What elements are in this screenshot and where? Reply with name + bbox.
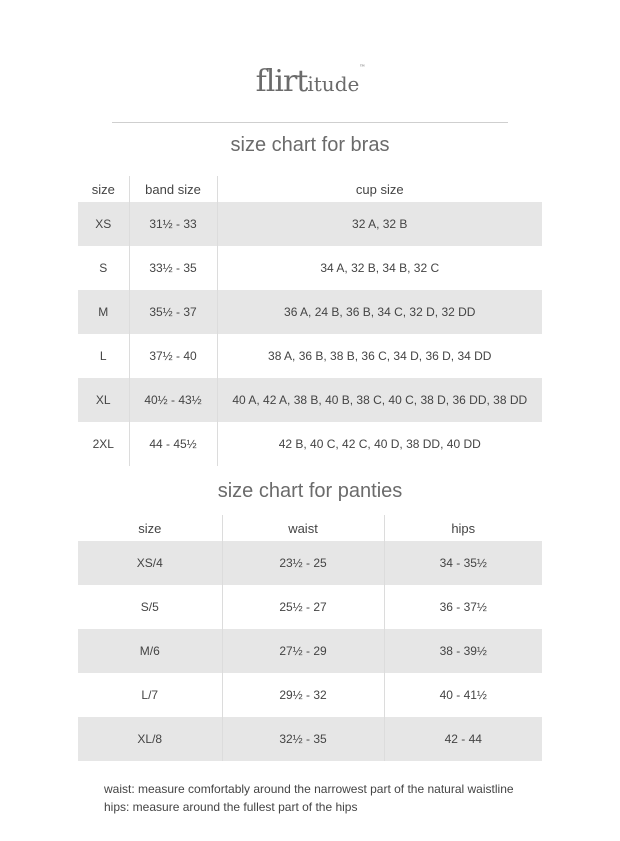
measurement-notes (104, 780, 514, 816)
hips-note: hips: measure around the fullest part of the hips (104, 800, 358, 814)
hips-cell: 40 - 41½ (384, 673, 542, 717)
panty-size-cell: XL/8 (78, 717, 222, 761)
bra-size-cell: 2XL (92, 437, 114, 451)
table-row (78, 541, 542, 585)
cup-size-cell: 40 A, 42 A, 38 B, 40 B, 38 C, 40 C, 38 D, 36 DD, 38 DD (217, 378, 542, 422)
bra-size-cell: XS (78, 202, 129, 246)
logo-rest: itude (307, 72, 360, 96)
table-row (78, 334, 542, 378)
panty-size-cell: S/5 (140, 600, 159, 614)
table-row (78, 202, 542, 246)
table-row (78, 717, 542, 761)
band-size-cell: 35½ - 37 (129, 290, 217, 334)
bras-size-table (78, 176, 542, 466)
cup-size-cell: 34 A, 32 B, 34 B, 32 C (217, 246, 542, 290)
hips-cell: 38 - 39½ (384, 629, 542, 673)
band-size-cell: 44 - 45½ (129, 422, 217, 466)
panty-size-cell: M/6 (78, 629, 222, 673)
table-row (78, 378, 542, 422)
bras-title: size chart for bras (230, 134, 390, 156)
waist-note: waist: measure comfortably around the narrowest part of the natural waistline (104, 782, 514, 796)
cup-size-cell: 42 B, 40 C, 42 C, 40 D, 38 DD, 40 DD (217, 422, 542, 466)
bra-size-cell: L (99, 349, 107, 363)
hips-cell: 42 - 44 (384, 717, 542, 761)
waist-cell: 27½ - 29 (222, 629, 384, 673)
logo-trademark: ™ (359, 64, 365, 71)
panties-header-row (78, 515, 542, 541)
header-divider (112, 122, 508, 123)
bra-size-cell: S (99, 261, 108, 275)
cup-size-cell: 36 A, 24 B, 36 B, 34 C, 32 D, 32 DD (217, 290, 542, 334)
band-size-cell: 37½ - 40 (129, 334, 217, 378)
bras-header-size: size (91, 181, 115, 197)
band-size-cell: 33½ - 35 (129, 246, 217, 290)
logo-main: flirt (255, 64, 308, 99)
band-size-cell: 31½ - 33 (129, 202, 217, 246)
bra-size-cell: XL (78, 378, 129, 422)
waist-cell: 29½ - 32 (222, 673, 384, 717)
waist-cell: 32½ - 35 (222, 717, 384, 761)
band-size-cell: 40½ - 43½ (129, 378, 217, 422)
table-row (78, 422, 542, 466)
hips-cell: 34 - 35½ (384, 541, 542, 585)
table-row (78, 246, 542, 290)
table-row (78, 629, 542, 673)
bras-header-row (78, 176, 542, 202)
brand-logo (0, 64, 620, 99)
panties-header-waist: waist (222, 515, 384, 541)
table-row (78, 585, 542, 629)
panties-header-size: size (138, 520, 162, 536)
cup-size-cell: 32 A, 32 B (217, 202, 542, 246)
waist-cell: 25½ - 27 (222, 585, 384, 629)
bras-header-band-size: band size (129, 176, 217, 202)
table-row (78, 290, 542, 334)
bras-header-cup-size: cup size (217, 176, 542, 202)
table-row (78, 673, 542, 717)
waist-cell: 23½ - 25 (222, 541, 384, 585)
panty-size-cell: L/7 (141, 688, 159, 702)
panties-title: size chart for panties (217, 480, 403, 502)
panties-size-table (78, 515, 542, 761)
hips-cell: 36 - 37½ (384, 585, 542, 629)
cup-size-cell: 38 A, 36 B, 38 B, 36 C, 34 D, 36 D, 34 DD (217, 334, 542, 378)
panty-size-cell: XS/4 (78, 541, 222, 585)
bra-size-cell: M (78, 290, 129, 334)
panties-header-hips: hips (384, 515, 542, 541)
